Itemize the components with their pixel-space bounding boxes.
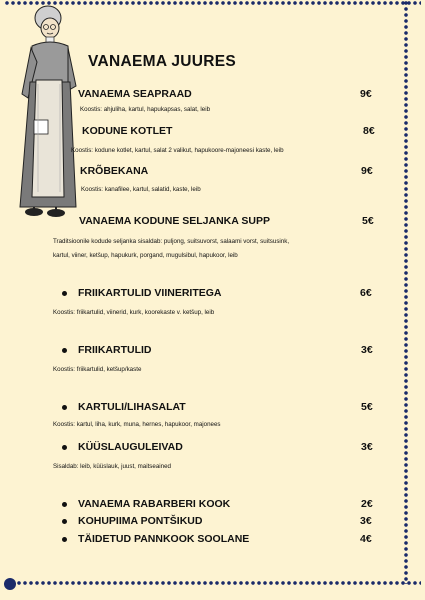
menu-item-price: 5€ xyxy=(362,215,374,227)
menu-item-price: 8€ xyxy=(363,125,375,137)
menu-item-price: 3€ xyxy=(361,441,373,453)
menu-item-name: KRÕBEKANA xyxy=(80,165,149,177)
menu-item-name: FRIIKARTULID VIINERITEGA xyxy=(78,287,222,299)
decorative-border-right xyxy=(403,0,409,584)
menu-item-description: Sisaldab: leib, küüslauk, juust, maitseained xyxy=(53,463,171,470)
decorative-border-bottom xyxy=(4,580,421,586)
menu-item-name: TÄIDETUD PANNKOOK SOOLANE xyxy=(78,533,250,545)
menu-title: VANAEMA JUURES xyxy=(88,53,237,70)
menu-item-name: KARTULI/LIHASALAT xyxy=(78,401,186,413)
menu-item-price: 9€ xyxy=(361,165,373,177)
menu-item-description: kartul, viiner, ketšup, hapukurk, porgand, mugulsibul, hapukoor, leib xyxy=(53,252,238,259)
menu-item-name: KODUNE KOTLET xyxy=(82,125,173,137)
bullet-icon xyxy=(62,537,67,542)
menu-item-description: Koostis: kodune kotlet, kartul, salat 2 valikut, hapukoore-majoneesi kaste, leib xyxy=(71,147,284,154)
menu-item-price: 9€ xyxy=(360,88,372,100)
menu-item-name: KOHUPIIMA PONTŠIKUD xyxy=(78,515,203,527)
menu-item-description: Koostis: kanafilee, kartul, salatid, kaste, leib xyxy=(81,186,201,193)
menu-item-price: 3€ xyxy=(360,515,372,527)
menu-item-price: 6€ xyxy=(360,287,372,299)
menu-item-description: Koostis: kartul, liha, kurk, muna, hernes, hapukoor, majonees xyxy=(53,421,221,428)
menu-item-name: VANAEMA KODUNE SELJANKA SUPP xyxy=(79,215,270,227)
bullet-icon xyxy=(62,348,67,353)
menu-item-description: Koostis: friikartulid, ketšup/kaste xyxy=(53,366,142,373)
bullet-icon xyxy=(62,502,67,507)
menu-item-name: KÜÜSLAUGULEIVAD xyxy=(78,441,183,453)
menu-item-description: Koostis: friikartulid, viinerid, kurk, koorekaste v. ketšup, leib xyxy=(53,309,215,316)
bullet-icon xyxy=(62,291,67,296)
menu-item-name: FRIIKARTULID xyxy=(78,344,152,356)
menu-item-price: 5€ xyxy=(361,401,373,413)
menu-item-description: Koostis: ahjuliha, kartul, hapukapsas, salat, leib xyxy=(80,106,211,113)
menu-item-price: 3€ xyxy=(361,344,373,356)
menu-item-name: VANAEMA SEAPRAAD xyxy=(78,88,192,100)
bullet-icon xyxy=(62,405,67,410)
menu-item-description: Traditsioonile kodude seljanka sisaldab: puljong, suitsuvorst, salaami vorst, suitsusink, xyxy=(53,238,290,245)
menu-item-price: 4€ xyxy=(360,533,372,545)
bullet-icon xyxy=(62,445,67,450)
decorative-corner-dot xyxy=(4,578,16,590)
bullet-icon xyxy=(62,519,67,524)
grandmother-illustration xyxy=(4,2,84,227)
menu-item-name: VANAEMA RABARBERI KOOK xyxy=(78,498,231,510)
menu-item-price: 2€ xyxy=(361,498,373,510)
